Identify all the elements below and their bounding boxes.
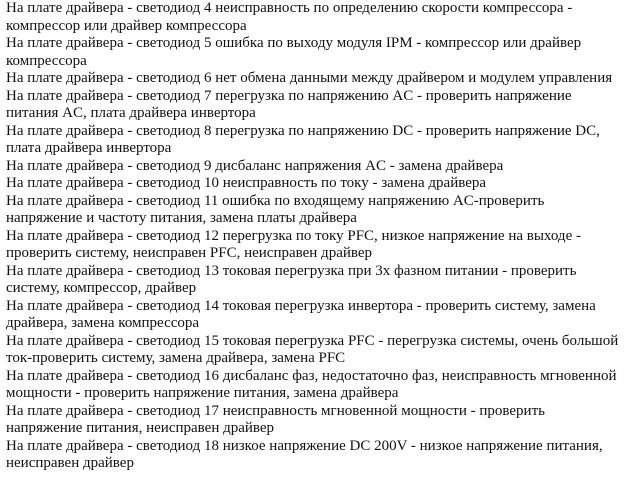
error-entry-led-18: На плате драйвера - светодиод 18 низкое напряжение DC 200V - низкое напряжение питания, неисправен драйвер (6, 437, 603, 471)
error-entry-led-12: На плате драйвера - светодиод 12 перегрузка по току PFC, низкое напряжение на выходе - проверить систему, неисправен PFC, неисправен драйвер (6, 227, 581, 261)
error-entry-led-8: На плате драйвера - светодиод 8 перегрузка по напряжению DC - проверить напряжение DC, плата драйвера инвертора (6, 122, 600, 156)
error-entry-led-5: На плате драйвера - светодиод 5 ошибка по выходу модуля IPM - компрессор или драйвер компрессора (6, 35, 582, 69)
error-entry-led-17: На плате драйвера - светодиод 17 неисправность мгновенной мощности - проверить напряжение питания, неисправен драйвер (6, 402, 545, 436)
error-entry-led-6: На плате драйвера - светодиод 6 нет обмена данными между драйвером и модулем управления (6, 70, 613, 86)
error-entry-led-16: На плате драйвера - светодиод 16 дисбаланс фаз, недостаточно фаз, неисправность мгновенной мощности - проверить напряжение питания, замена драйвера (6, 367, 617, 401)
error-entry-led-4: На плате драйвера - светодиод 4 неисправность по определению скорости компрессора - компрессор или драйвер компрессора (6, 0, 573, 34)
error-entry-led-10: На плате драйвера - светодиод 10 неисправность по току - замена драйвера (6, 175, 487, 191)
error-entry-led-7: На плате драйвера - светодиод 7 перегрузка по напряжению AC - проверить напряжение питания AC, плата драйвера инвертора (6, 87, 572, 121)
error-entry-led-13: На плате драйвера - светодиод 13 токовая перегрузка при 3х фазном питании - проверить систему, компрессор, драйвер (6, 262, 577, 296)
error-entry-led-9: На плате драйвера - светодиод 9 дисбаланс напряжения AC - замена драйвера (6, 157, 504, 174)
error-entry-led-11: На плате драйвера - светодиод 11 ошибка по входящему напряжению AC-проверить напряжение и частоту питания, замена платы драйвера (6, 192, 545, 226)
error-entry-led-15: На плате драйвера - светодиод 15 токовая перегрузка PFC - перегрузка системы, очень большой ток-проверить систему, замена драйвера, замена PFC (6, 332, 619, 366)
error-entry-led-14: На плате драйвера - светодиод 14 токовая перегрузка инвертора - проверить систему, замена драйвера, замена компрессора (6, 297, 596, 331)
